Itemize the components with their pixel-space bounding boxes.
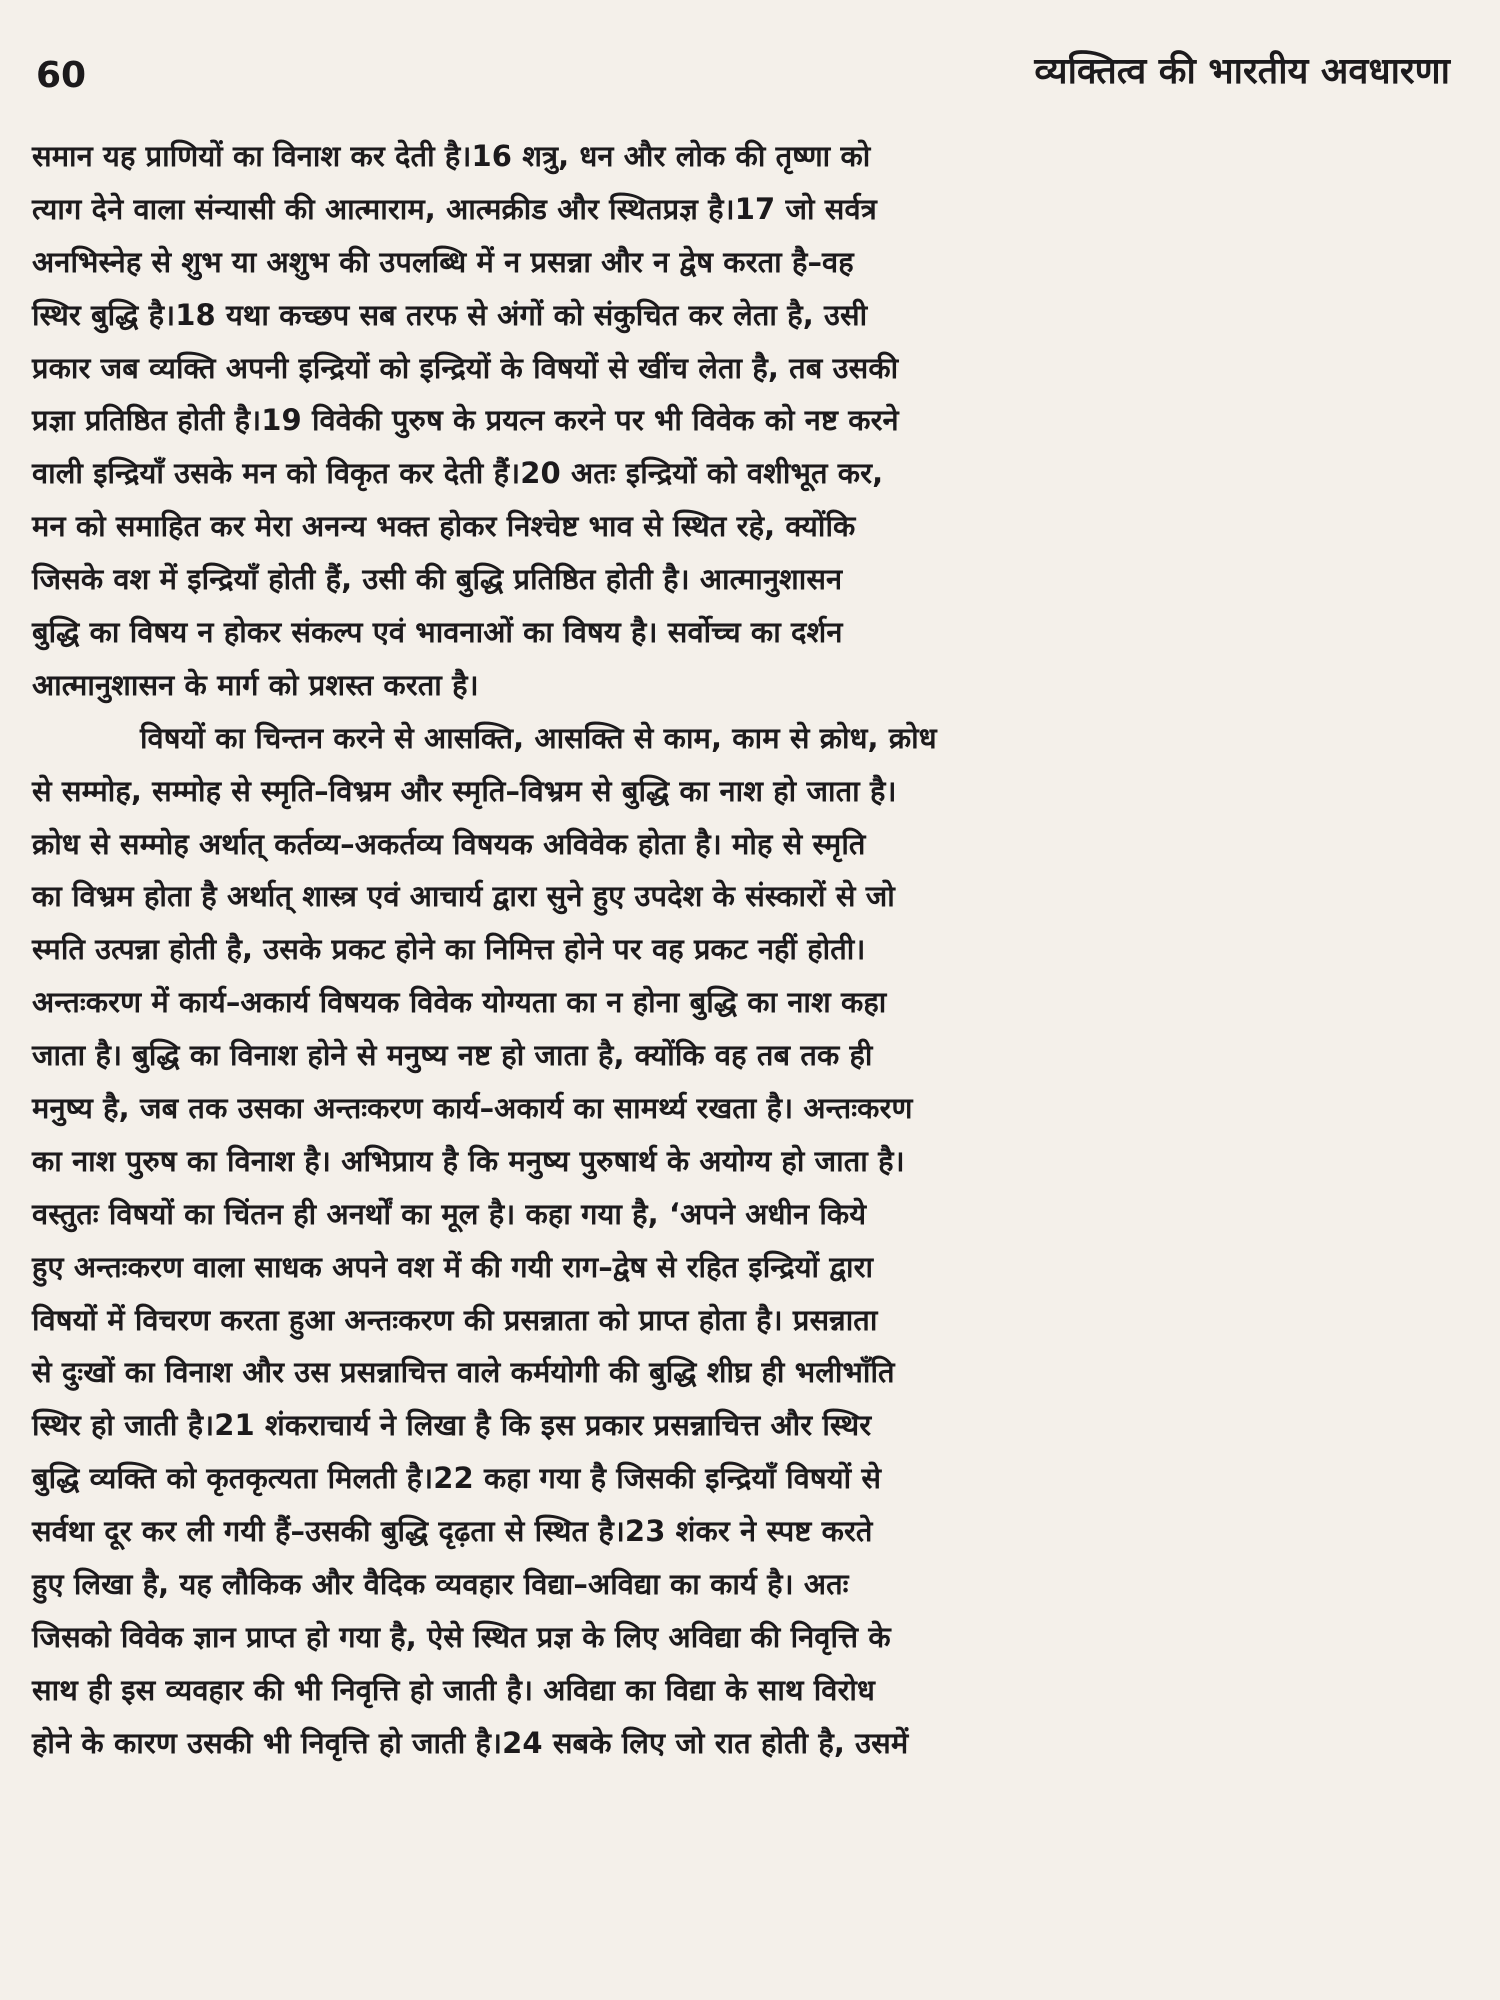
text-line: स्थिर हो जाती है।21 शंकराचार्य ने लिखा है कि इस प्रकार प्रसन्नाचित्त और स्थिर [32,1408,872,1443]
body-text [32,130,1452,1770]
text-line: क्रोध से सम्मोह अर्थात् कर्तव्य–अकर्तव्य विषयक अविवेक होता है। मोह से स्मृति [32,826,866,861]
text-line: से दुःखों का विनाश और उस प्रसन्नाचित्त वाले कर्मयोगी की बुद्धि शीघ्र ही भलीभाँति [32,1355,895,1390]
text-line: जिसके वश में इन्द्रियाँ होती हैं, उसी की बुद्धि प्रतिष्ठित होती है। आत्मानुशासन [32,562,843,597]
text-line: जिसको विवेक ज्ञान प्राप्त हो गया है, ऐसे स्थित प्रज्ञ के लिए अविद्या की निवृत्ति के [32,1619,891,1654]
text-line: होने के कारण उसकी भी निवृत्ति हो जाती है।24 सबके लिए जो रात होती है, उसमें [32,1725,909,1760]
text-line: अनभिस्नेह से शुभ या अशुभ की उपलब्धि में न प्रसन्ना और न द्वेष करता है–वह [32,244,854,279]
text-line: प्रकार जब व्यक्ति अपनी इन्द्रियों को इन्द्रियों के विषयों से खींच लेता है, तब उसकी [32,350,899,385]
paragraph-2 [32,712,1452,1770]
text-line: त्याग देने वाला संन्यासी की आत्माराम, आत्मक्रीड और स्थितप्रज्ञ है।17 जो सर्वत्र [32,191,877,226]
text-line: बुद्धि व्यक्ति को कृतकृत्यता मिलती है।22 कहा गया है जिसकी इन्द्रियाँ विषयों से [32,1461,882,1496]
text-line: वाली इन्द्रियाँ उसके मन को विकृत कर देती हैं।20 अतः इन्द्रियों को वशीभूत कर, [32,456,884,491]
text-line: हुए लिखा है, यह लौकिक और वैदिक व्यवहार विद्या–अविद्या का कार्य है। अतः [32,1567,849,1602]
text-line: बुद्धि का विषय न होकर संकल्प एवं भावनाओं का विषय है। सर्वोच्च का दर्शन [32,615,843,650]
text-line: जाता है। बुद्धि का विनाश होने से मनुष्य नष्ट हो जाता है, क्योंकि वह तब तक ही [32,1038,873,1073]
text-line: वस्तुतः विषयों का चिंतन ही अनर्थों का मूल है। कहा गया है, ‘अपने अधीन किये [32,1196,867,1231]
running-title: व्यक्तित्व की भारतीय अवधारणा [1034,51,1450,92]
text-line: विषयों का चिन्तन करने से आसक्ति, आसक्ति से काम, काम से क्रोध, क्रोध [140,720,937,755]
text-line: प्रज्ञा प्रतिष्ठित होती है।19 विवेकी पुरुष के प्रयत्न करने पर भी विवेक को नष्ट करने [32,403,899,438]
text-line: हुए अन्तःकरण वाला साधक अपने वश में की गयी राग–द्वेष से रहित इन्द्रियों द्वारा [32,1249,874,1284]
text-line: मनुष्य है, जब तक उसका अन्तःकरण कार्य–अकार्य का सामर्थ्य रखता है। अन्तःकरण [32,1091,913,1126]
text-line: विषयों में विचरण करता हुआ अन्तःकरण की प्रसन्नाता को प्राप्त होता है। प्रसन्नाता [32,1302,878,1337]
text-line: मन को समाहित कर मेरा अनन्य भक्त होकर निश्चेष्ट भाव से स्थित रहे, क्योंकि [32,509,856,544]
text-line: का विभ्रम होता है अर्थात् शास्त्र एवं आचार्य द्वारा सुने हुए उपदेश के संस्कारों से जो [32,879,895,914]
text-line: से सम्मोह, सम्मोह से स्मृति–विभ्रम और स्मृति–विभ्रम से बुद्धि का नाश हो जाता है। [32,773,897,808]
text-line: अन्तःकरण में कार्य–अकार्य विषयक विवेक योग्यता का न होना बुद्धि का नाश कहा [32,985,887,1020]
text-line: आत्मानुशासन के मार्ग को प्रशस्त करता है। [32,667,479,702]
text-line: स्थिर बुद्धि है।18 यथा कच्छप सब तरफ से अंगों को संकुचित कर लेता है, उसी [32,297,868,332]
text-line: सर्वथा दूर कर ली गयी हैं–उसकी बुद्धि दृढ़ता से स्थित है।23 शंकर ने स्पष्ट करते [32,1514,873,1549]
text-line: का नाश पुरुष का विनाश है। अभिप्राय है कि मनुष्य पुरुषार्थ के अयोग्य हो जाता है। [32,1143,905,1178]
page-number: 60 [36,55,87,96]
paragraph-1 [32,130,1452,712]
text-line: साथ ही इस व्यवहार की भी निवृत्ति हो जाती है। अविद्या का विद्या के साथ विरोध [32,1672,875,1707]
text-line: स्मति उत्पन्ना होती है, उसके प्रकट होने का निमित्त होने पर वह प्रकट नहीं होती। [32,932,866,967]
text-line: समान यह प्राणियों का विनाश कर देती है।16 शत्रु, धन और लोक की तृष्णा को [32,139,871,173]
